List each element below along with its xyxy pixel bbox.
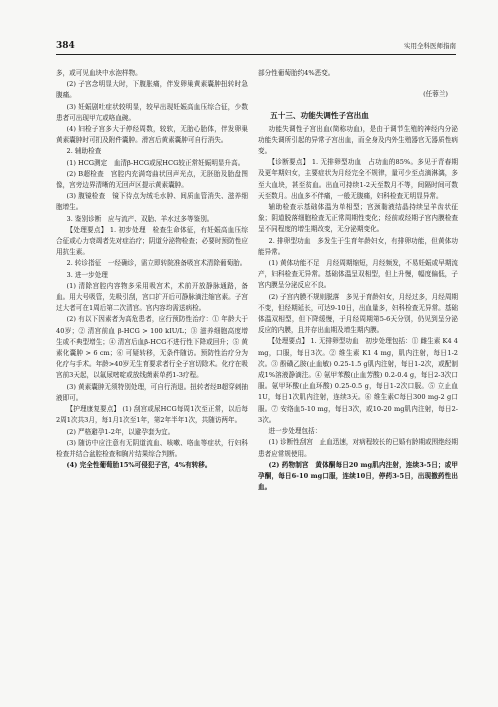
paragraph: 2. 排卵型功血 多发生于生育年龄妇女，有排卵功能，但黄体功能异常。 [258, 236, 458, 256]
right-column-intro [258, 68, 458, 79]
paragraph: (1) 诊断性刮宫 止血迅速，对病程较长的已婚有龄期或围绝经期患者应常规使用。 [258, 438, 459, 458]
section-heading: 五十三、功能失调性子宫出血 [270, 111, 369, 121]
paragraph: (2) 严格避孕1-2年，以避孕套为宜。 [66, 427, 175, 436]
paragraph: (1) HCG测定 血清β-HCG或尿HCG较正常妊娠明显升高。 [66, 158, 245, 167]
right-column [258, 68, 458, 493]
running-header [56, 40, 456, 55]
paragraph: (2) 子宫念明显大时，下腹胀痛，伴发卵巢黄素囊肿扭转时急腹痛。 [56, 80, 248, 100]
paragraph: (2) 有以下因素者为高危患者，应行预防性治疗：① 年龄大于40岁；② 清宫前血 β-HCG > 100 kIU/L；③ 滋养细胞高度增生或不典型增生；④ 清宫后血β-HCG不进行性下降或回升；⑤ 黄素化囊肿 > 6 cm；⑥ 可疑转移，无条件随访。预防性治疗分为化疗与手术。年龄>40岁无生育要求者行全子宫切除术。化疗在吸宫前3天起，以氟尿嘧啶或放线菌素单药1-3疗程。 [56, 315, 248, 380]
page-number: 384 [56, 41, 75, 51]
paragraph: 部分性葡萄胎约4%恶变。 [258, 69, 335, 77]
journal-title: 实用全科医师指南 [404, 42, 456, 50]
paragraph: (2) 子宫内膜不规则脱落 多见于育龄妇女，月经过多，月经周期不变，但经期延长，可达9-10日，出血量多，妇科检查无异常。基础体温双相型，但下降缓慢，于月经周期第5-6天分别，仍见到呈分泌反应的内膜，且并存出血期及增生期内膜。 [258, 292, 459, 335]
author-credit: (任蓉兰) [423, 90, 448, 99]
paragraph: (3) 随访中应注意有无阴道流血、咳嗽、咯血等症状，行妇科检查并结合盆腔检查和胸片结果综合判断。 [56, 438, 248, 458]
paragraph: (1) 清除宫腔内容物多采用吸宫术，术前开放静脉通路，备血。用大号吸管，先吸引刮，宫口扩开后可静脉滴注缩宫素。子宫过大者可在1周后第二次清宫。宫内容均需送病检。 [56, 281, 248, 313]
paragraph: (3) 妊娠剧吐症状较明显，较早出现妊娠高血压综合征，少数患者可出现甲亢或咯血碗。 [56, 102, 248, 122]
right-column-body [258, 124, 458, 494]
paragraph: (3) 黄素囊肿无须特别处理，可自行消退。扭转者经B超穿刺抽液即可。 [56, 382, 248, 402]
paragraph: 多，或可见血块中水泡样物。 [56, 69, 142, 77]
paragraph: (3) 腹镜检查 镜下待点为绒毛水肿、间质血管消失、滋养细胞增生。 [56, 192, 248, 212]
paragraph: 进一步处理包括： [268, 427, 322, 436]
paragraph: (4) 完全性葡萄胎15%可侵犯子宫，4%有转移。 [66, 461, 212, 470]
paragraph: (4) 妇检子宫多大于停经周数，较软，无胎心胎体，伴发卵巢黄素囊肿时可扪及附件囊肿。滑宫后黄素囊肿可自行消失。 [56, 125, 248, 145]
left-column [56, 68, 248, 471]
paragraph: 3. 鉴别诊断 应与流产、双胎、羊水过多等鉴别。 [66, 214, 214, 223]
paragraph: 【处理要点】 1. 初步处理 检查生命体征，有妊娠高血压综合征或心力衰竭者先对症治疗；阴道分泌物检查；必要时预防性应用抗生素。 [56, 225, 248, 257]
paragraph: 【处理要点】 1. 无排卵型功血 初步处理包括：① 雌生素 K4 4 mg，口服，每日3次。② 维生素 K1 4 mg，肌内注射，每日1-2次。③ 酚磺乙胺(止血敏) 0.25-1.5 g肌内注射，每日1-2次，或配制成1%溶液静滴注。④ 氨甲苯酸(止血芳酸) 0.2-0.4 g，每日2-3次口服。氨甲环酸(止血环酸) 0.25-0.5 g，每日1-2次口服。⑤ 立止血1U，每日1次肌内注射，连续3天。⑥ 维生素C每日300 mg-2 g口服。⑦ 安络血5-10 mg，每日3次，或10-20 mg肌内注射，每日2-3次。 [258, 337, 458, 424]
paragraph: 【诊断要点】 1. 无排卵型功血 占功血的85%。多见于青春期及更年期妇女，主要症状为月经完全不规律，量可少至点滴淋漓，多至大血块，甚至贫血。出血可持续1-2天至数月不等，间隔时间可数天至数月。出血多不伴痛，一般无腹痛，妇科检查无明显异常。 [258, 158, 458, 200]
paragraph: 【护理康复要点】 (1) 刮宫或尿HCG每周1次至正常，以后每2周1次共3月，每1月1次至1年，第2年半年1次，共随访两年。 [56, 405, 248, 425]
paragraph: 辅助检查示基础体温为单相型；宫颈黏液结晶持续呈羊齿状征象；阴道脱落细胞检查无正常周期性变化；经前或经期子宫内膜检查呈不同程度的增生期改变，无分泌期变化。 [258, 203, 458, 234]
paragraph: (1) 黄体功能不足 月经周期缩短，月经频发，不易妊娠或早期流产，妇科检查无异常。基础体温呈双相型，但上升慢，幅度偏低，子宫内膜呈分泌反应不良。 [258, 259, 459, 290]
paragraph: 2. 转诊指征 一经确诊，需立即转院准备吸宫术清除葡萄胎。 [66, 259, 247, 268]
paragraph: (2) 药物制宫 黄体酮每日20 mg肌内注射，连续3-5日；或甲孕酮，每日6-10 mg口服，连续10日，停药3-5日，出现撤药性出血。 [258, 460, 458, 492]
paragraph: 3. 进一步处理 [66, 270, 108, 279]
paragraph: 2. 辅助检查 [66, 147, 102, 156]
paragraph: 功能失调性子宫出血(简称功血)，是由于调节生殖的神经内分泌功能失调所引起的异常子宫出血，而全身及内外生殖器官无器质性病变。 [258, 124, 458, 156]
paragraph: (2) B超检查 宫腔内充满弯曲状回声光点，无胚胎及胎盘图像，宫旁边界清晰的无回声区提示黄素囊肿。 [56, 169, 248, 190]
